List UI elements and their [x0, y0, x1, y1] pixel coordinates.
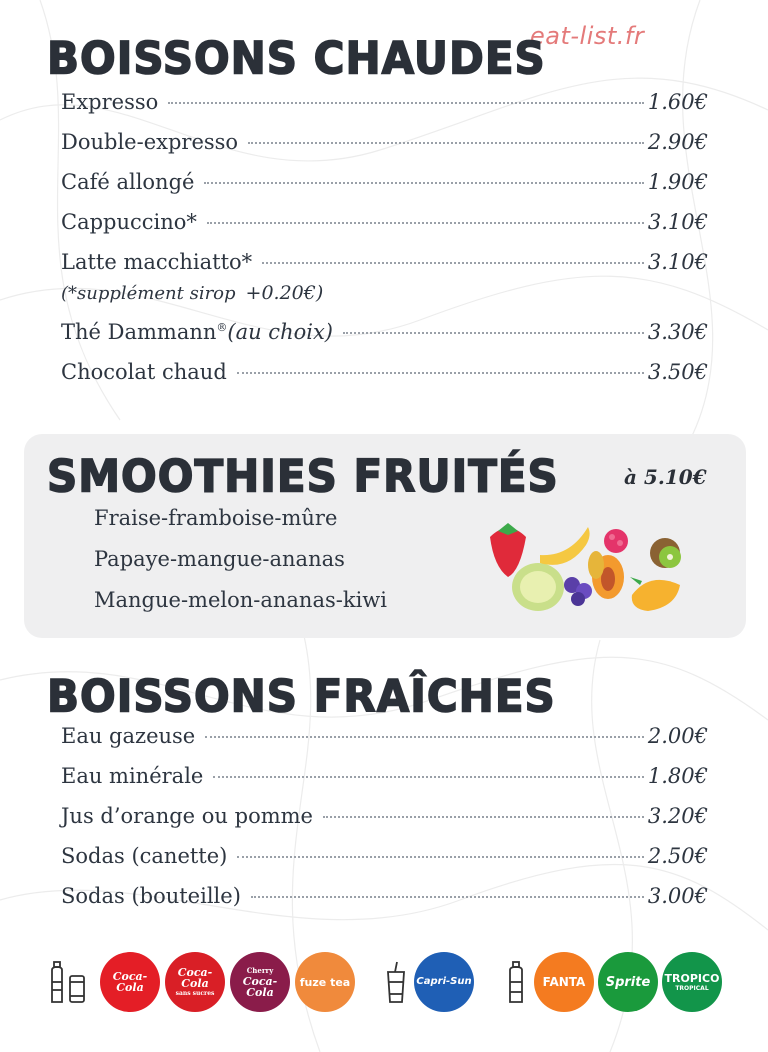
item-name: Sodas (bouteille) [61, 884, 241, 908]
brand-label: Coca-Cola [112, 970, 148, 994]
banana-icon [540, 527, 590, 565]
fruits-illustration [480, 515, 690, 615]
menu-item [61, 724, 708, 764]
tea-name: Thé Dammann [61, 320, 217, 344]
cold-drinks-title: BOISSONS FRAÎCHES [47, 670, 556, 723]
syrup-note [61, 282, 708, 320]
coca-cola-cherry-logo [230, 952, 290, 1012]
menu-item [61, 844, 708, 884]
capri-sun-logo [414, 952, 474, 1012]
cold-drinks-list [61, 724, 708, 924]
hot-drinks-title: BOISSONS CHAUDES [47, 32, 546, 85]
menu-item [61, 360, 708, 400]
item-price: 3.10€ [647, 250, 708, 274]
menu-item [61, 210, 708, 250]
bottle-icon [506, 960, 526, 1006]
hot-drinks-list [61, 90, 708, 400]
dot-leader [168, 102, 644, 104]
dot-leader [204, 182, 643, 184]
brand-logos [0, 952, 768, 1014]
dot-leader [262, 262, 644, 264]
item-price: 3.10€ [647, 210, 708, 234]
item-price: 3.30€ [647, 320, 708, 344]
item-price: 2.90€ [647, 130, 708, 154]
menu-item [61, 90, 708, 130]
dot-leader [251, 896, 644, 898]
dot-leader [248, 142, 644, 144]
menu-item [61, 764, 708, 804]
fanta-logo [534, 952, 594, 1012]
dot-leader [237, 372, 644, 374]
mango-icon [632, 580, 680, 611]
item-name [61, 320, 333, 344]
dot-leader [237, 856, 644, 858]
sprite-logo [598, 952, 658, 1012]
brand-label: Coca-Cola [242, 974, 278, 999]
bottle-and-can-icon [48, 960, 88, 1006]
dot-leader [323, 816, 644, 818]
item-price: 3.50€ [647, 360, 708, 384]
list-item: Fraise-framboise-mûre [94, 506, 338, 530]
item-name: Eau gazeuse [61, 724, 196, 748]
coca-cola-logo [100, 952, 160, 1012]
smoothies-title: SMOOTHIES FRUITÉS [47, 450, 559, 503]
syrup-note-price: +0.20€) [245, 282, 324, 304]
item-name: Jus d’orange ou pomme [61, 804, 313, 828]
dot-leader [213, 776, 644, 778]
item-price: 3.00€ [647, 884, 708, 908]
item-name: Latte macchiatto* [61, 250, 253, 274]
tropico-logo [662, 952, 722, 1012]
item-name: Expresso [61, 90, 159, 114]
smoothies-list [94, 506, 387, 629]
item-name: Double-expresso [61, 130, 239, 154]
item-price: 1.60€ [647, 90, 708, 114]
item-price: 2.50€ [647, 844, 708, 868]
raspberry-icon [604, 529, 628, 553]
brand-label: Coca-Cola [177, 966, 213, 990]
cup-icon [386, 960, 406, 1006]
brand-label: TROPICO [664, 971, 720, 985]
fuze-tea-logo [295, 952, 355, 1012]
registered-mark: ® [216, 321, 228, 334]
item-name: Sodas (canette) [61, 844, 228, 868]
menu-item [61, 130, 708, 170]
brand-label: fuze tea [299, 975, 351, 989]
item-name: Chocolat chaud [61, 360, 227, 384]
item-name: Cappuccino* [61, 210, 197, 234]
dot-leader [207, 222, 644, 224]
coca-cola-zero-logo [165, 952, 225, 1012]
brand-label: Capri-Sun [416, 976, 472, 987]
item-price: 1.80€ [647, 764, 708, 788]
syrup-note-text: (*supplément sirop [61, 283, 236, 304]
dot-leader [343, 332, 644, 334]
brand-sublabel: sans sucres [175, 990, 215, 997]
brand-label: Sprite [605, 974, 651, 990]
brand-sublabel: TROPICAL [675, 984, 709, 992]
list-item: Mangue-melon-ananas-kiwi [94, 588, 387, 612]
menu-item [61, 170, 708, 210]
watermark: eat-list.fr [530, 22, 645, 50]
dot-leader [205, 736, 644, 738]
brand-toplabel: Cherry [246, 965, 274, 975]
menu-item [61, 884, 708, 924]
menu-item [61, 804, 708, 844]
item-name: Café allongé [61, 170, 195, 194]
list-item: Papaye-mangue-ananas [94, 547, 345, 571]
item-price: 1.90€ [647, 170, 708, 194]
brand-label: FANTA [542, 975, 586, 989]
smoothies-price: à 5.10€ [624, 465, 707, 489]
item-price: 3.20€ [647, 804, 708, 828]
item-name: Eau minérale [61, 764, 204, 788]
menu-item-tea [61, 320, 708, 360]
item-price: 2.00€ [647, 724, 708, 748]
tea-detail: (au choix) [227, 320, 333, 344]
